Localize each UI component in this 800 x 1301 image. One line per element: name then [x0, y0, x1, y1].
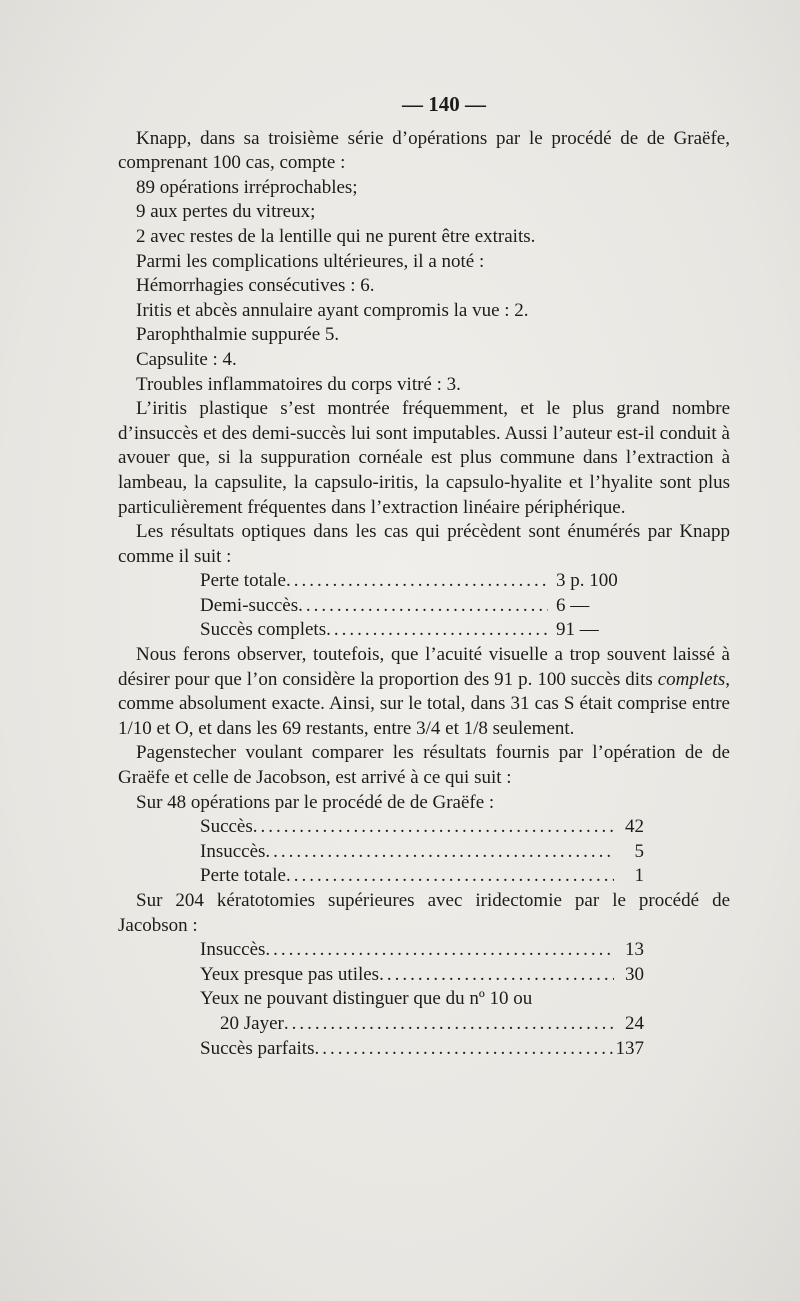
row-value: 30 — [625, 963, 644, 985]
paragraph-iritis: L’iritis plastique s’est montrée fréquemment, et le plus grand nombre d’insuccès et des demi-succès lui sont imputables. Aussi l’auteur est-il conduit à avouer que, si la suppuration cornéale est plus commune dans l’extraction à lambeau, la capsulite, la capsulo-iritis, la capsulo-hyalite et l’hyalite sont plus particulièrement fréquentes dans l’extraction linéaire périphérique. — [118, 398, 730, 518]
complication-item: Capsulite : 4. — [136, 348, 237, 370]
row-label: Perte totale — [200, 570, 286, 592]
row-value: 5 — [634, 840, 644, 862]
row-value: 1 — [634, 865, 644, 887]
text-run: Nous ferons observer, toutefois, que l’acuité visuelle a trop souvent laissé à désirer pour que l’on considère la proportion des 91 p. 100 succès dits — [118, 644, 730, 690]
dot-leader — [379, 963, 614, 988]
row-label: Perte totale — [200, 865, 286, 887]
table-row — [200, 618, 650, 643]
paragraph-knapp-intro: Knapp, dans sa troisième série d’opérations par le procédé de de Graëfe, comprenant 100 cas, compte : — [118, 127, 730, 174]
paragraph-jacobson: Sur 204 kératotomies supérieures avec iridectomie par le procédé de Jacobson : — [118, 890, 730, 936]
dot-leader — [286, 569, 548, 594]
row-value: 13 — [625, 939, 644, 961]
row-label: Insuccès — [200, 840, 266, 862]
row-label: Succès — [200, 816, 253, 838]
complication-item: Troubles inflammatoires du corps vitré : 3. — [136, 373, 461, 395]
row-label: Yeux ne pouvant distinguer que du nº 10 ou — [200, 988, 533, 1010]
table-row — [200, 1012, 644, 1037]
list-item: 89 opérations irréprochables; — [136, 176, 358, 198]
text-run: , comme absolument exacte. Ainsi, sur le total, dans 31 cas S était comprise entre 1/10 et O, et dans les 69 restants, entre 3/4 et 1/8 seulement. — [118, 668, 730, 739]
table-row — [200, 987, 644, 1012]
graefe-intro: Sur 48 opérations par le procédé de de Graëfe : — [136, 791, 495, 813]
dot-leader — [265, 840, 614, 865]
row-label: Succès complets — [200, 619, 327, 641]
dot-leader — [265, 938, 614, 963]
paragraph-visual-acuity — [118, 643, 730, 741]
list-item: 9 aux pertes du vitreux; — [136, 201, 316, 223]
page-number: — 140 — — [402, 92, 486, 116]
table-row — [200, 594, 650, 619]
table-row — [200, 1037, 644, 1062]
row-label: Succès parfaits — [200, 1037, 315, 1059]
table-row — [200, 815, 644, 840]
row-label: Yeux presque pas utiles — [200, 963, 380, 985]
paragraph-pagenstecher: Pagenstecher voulant comparer les résultats fournis par l’opération de de Graëfe et celle de Jacobson, est arrivé à ce qui suit : — [118, 742, 730, 789]
table-row — [200, 963, 644, 988]
table-row — [200, 938, 644, 963]
dot-leader — [253, 815, 614, 840]
row-value: 24 — [625, 1012, 644, 1034]
row-value: 137 — [615, 1037, 644, 1059]
dot-leader — [298, 594, 548, 619]
emphasis-text: complets — [657, 668, 726, 690]
dot-leader — [286, 864, 614, 889]
paragraph-optical-results: Les résultats optiques dans les cas qui précèdent sont énumérés par Knapp comme il suit : — [118, 521, 730, 567]
row-label: Insuccès — [200, 939, 266, 961]
complication-item: Parophthalmie suppurée 5. — [136, 324, 340, 346]
table-row — [200, 864, 644, 889]
table-graefe-results — [200, 815, 644, 889]
row-label-continuation: 20 Jayer — [220, 1012, 284, 1034]
complication-item: Hémorrhagies consécutives : 6. — [136, 275, 375, 297]
row-value: 3 p. 100 — [556, 570, 618, 592]
list-item: 2 avec restes de la lentille qui ne purent être extraits. — [136, 225, 536, 247]
page-text — [118, 92, 730, 1061]
dot-leader — [284, 1012, 614, 1037]
table-jacobson-results — [200, 938, 644, 1061]
dot-leader — [314, 1037, 614, 1062]
complication-item: Iritis et abcès annulaire ayant compromis la vue : 2. — [136, 299, 529, 321]
table-row — [200, 569, 650, 594]
row-value: 91 — — [556, 619, 599, 641]
complications-intro: Parmi les complications ultérieures, il a noté : — [136, 250, 485, 272]
row-value: 6 — — [556, 594, 590, 616]
dot-leader — [326, 618, 548, 643]
table-row — [200, 840, 644, 865]
row-label: Demi-succès — [200, 594, 299, 616]
row-value: 42 — [625, 816, 644, 838]
table-knapp-results — [200, 569, 650, 643]
